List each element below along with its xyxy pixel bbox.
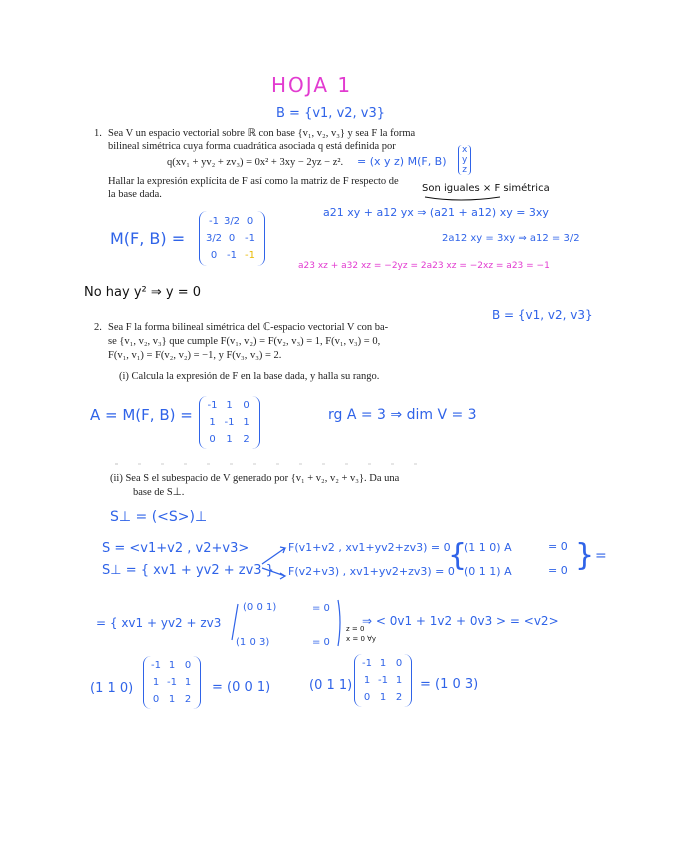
cell: 0 [228, 233, 236, 244]
cell: 1 [379, 658, 387, 669]
cell: -1 [227, 250, 237, 261]
s-perp-set: S⊥ = { xv1 + yv2 + zv3 } [102, 563, 274, 578]
basis-annotation-2: B = {v1, v2, v3} [492, 308, 593, 322]
cell: -1 [224, 417, 235, 428]
arrow-down [262, 568, 285, 579]
system-brace-right: } [575, 538, 595, 573]
problem-1-number: 1. [94, 128, 102, 139]
symmetry-note: Son iguales × F simétrica [422, 183, 550, 194]
f-condition-2: F(v2+v3) , xv1+yv2+zv3) = 0 [288, 565, 455, 578]
cell: 0 [363, 692, 371, 703]
problem-2-number: 2. [94, 322, 102, 333]
cell: 1 [168, 660, 176, 671]
system-row-2: (0 1 1) A [464, 565, 512, 578]
cell: 0 [184, 660, 192, 671]
problem-2-line2: se {v₁, v₂, v₃} que cumple F(v₁, v₂) = F(v₂, v₃) = 1, F(v₁, v₃) = 0, [108, 336, 381, 347]
problem-2-line3: F(v₁, v₁) = F(v₂, v₂) = −1, y F(v₃, v₃) = 2. [108, 350, 282, 361]
cell: -1 [209, 216, 219, 227]
brace-underline [425, 197, 500, 200]
problem-2-line1: Sea F la forma bilineal simétrica del ℂ-espacio vectorial V con ba- [108, 322, 389, 333]
vec-x: x [462, 145, 468, 155]
page-title: HOJA 1 [271, 73, 353, 97]
calc-1-right: = (0 0 1) [212, 680, 271, 695]
cell: -1 [378, 675, 388, 686]
problem-2-part-ii-line1: (ii) Sea S el subespacio de V generado por {v₁ + v₂, v₂ + v₃}. Da una [110, 473, 400, 484]
calc-2-right: = (1 0 3) [420, 677, 479, 692]
problem-1-line1: Sea V un espacio vectorial sobre ℝ con base {v₁, v₂, v₃} y sea F la forma [108, 128, 416, 139]
cell: 1 [168, 694, 176, 705]
system-eq-1: = 0 [548, 540, 568, 553]
result-eq-2: = 0 [312, 637, 330, 648]
cell: 0 [246, 216, 254, 227]
coef-equation-2: 2a12 xy = 3xy ⇒ a12 = 3/2 [442, 233, 580, 244]
cell: 1 [363, 675, 371, 686]
basis-annotation: B = {v1, v2, v3} [276, 106, 386, 121]
arrow-up [262, 547, 285, 564]
cell: 1 [226, 400, 233, 411]
cell: 2 [395, 692, 403, 703]
no-y-squared-note: No hay y² ⇒ y = 0 [84, 285, 202, 300]
matrix-expression-note: = (x y z) M(F, B) [357, 155, 447, 168]
system-eq-2: = 0 [548, 564, 568, 577]
s-definition: S = <v1+v2 , v2+v3> [102, 541, 250, 556]
result-system-2: (1 0 3) [236, 637, 270, 648]
system-brace-left: { [448, 538, 468, 573]
coef-equation-3: a23 xz + a32 xz = −2yz = 2a23 xz = −2xz = a23 = −1 [298, 261, 550, 271]
result-eq-1: = 0 [312, 603, 330, 614]
cell: 2 [184, 694, 192, 705]
cell: -1 [362, 658, 372, 669]
s-perp-definition: S⊥ = (<S>)⊥ [110, 509, 208, 525]
cell: -1 [245, 250, 255, 261]
cell: 0 [243, 400, 250, 411]
condition-x: x = 0 ∀y [346, 635, 377, 643]
problem-2-part-ii-line2: base de S⊥. [133, 487, 185, 498]
cell: 1 [209, 417, 216, 428]
cell: -1 [245, 233, 255, 244]
vec-z: z [462, 165, 468, 175]
cell: 1 [379, 692, 387, 703]
rank-note: rg A = 3 ⇒ dim V = 3 [328, 407, 477, 423]
cell: -1 [207, 400, 218, 411]
matrix-a-label: A = M(F, B) = [90, 406, 193, 424]
cell: 0 [210, 250, 218, 261]
cell: 3/2 [223, 216, 241, 227]
cell: 1 [152, 677, 160, 688]
calc-1-left: (1 1 0) [90, 681, 134, 696]
cell: 1 [243, 417, 250, 428]
cell: 3/2 [205, 233, 223, 244]
cell: 0 [395, 658, 403, 669]
cell: -1 [167, 677, 177, 688]
quadratic-form: q(xv₁ + yv₂ + zv₃) = 0x² + 3xy − 2yz − z². [167, 157, 344, 168]
cell: 1 [184, 677, 192, 688]
matrix-m-label: M(F, B) = [110, 229, 186, 248]
system-row-1: (1 1 0) A [464, 541, 512, 554]
coef-equation-1: a21 xy + a12 yx ⇒ (a21 + a12) xy = 3xy [323, 206, 549, 219]
calc-2-left: (0 1 1) [309, 678, 353, 693]
problem-1-line2: bilineal simétrica cuya forma cuadrática asociada q está definida por [108, 141, 396, 152]
problem-2-part-i: (i) Calcula la expresión de F en la base dada, y halla su rango. [119, 371, 380, 382]
result-slash [232, 604, 238, 640]
final-basis: ⇒ < 0v1 + 1v2 + 0v3 > = <v2> [362, 614, 559, 628]
f-condition-1: F(v1+v2 , xv1+yv2+zv3) = 0 [288, 541, 451, 554]
result-system-1: (0 0 1) [243, 602, 277, 613]
condition-z: z = 0 [346, 625, 365, 633]
problem-1-line3: Hallar la expresión explícita de F así como la matriz de F respecto de [108, 176, 399, 187]
s-perp-result-left: = { xv1 + yv2 + zv3 [96, 616, 222, 630]
cell: -1 [151, 660, 161, 671]
cell: 1 [395, 675, 403, 686]
cell: 0 [209, 434, 216, 445]
cell: 0 [152, 694, 160, 705]
result-brace [338, 600, 340, 646]
cell: 1 [226, 434, 233, 445]
vec-y: y [462, 155, 468, 165]
cell: 2 [243, 434, 250, 445]
problem-1-line4: la base dada. [108, 189, 162, 200]
equals-sign: = [595, 548, 607, 564]
